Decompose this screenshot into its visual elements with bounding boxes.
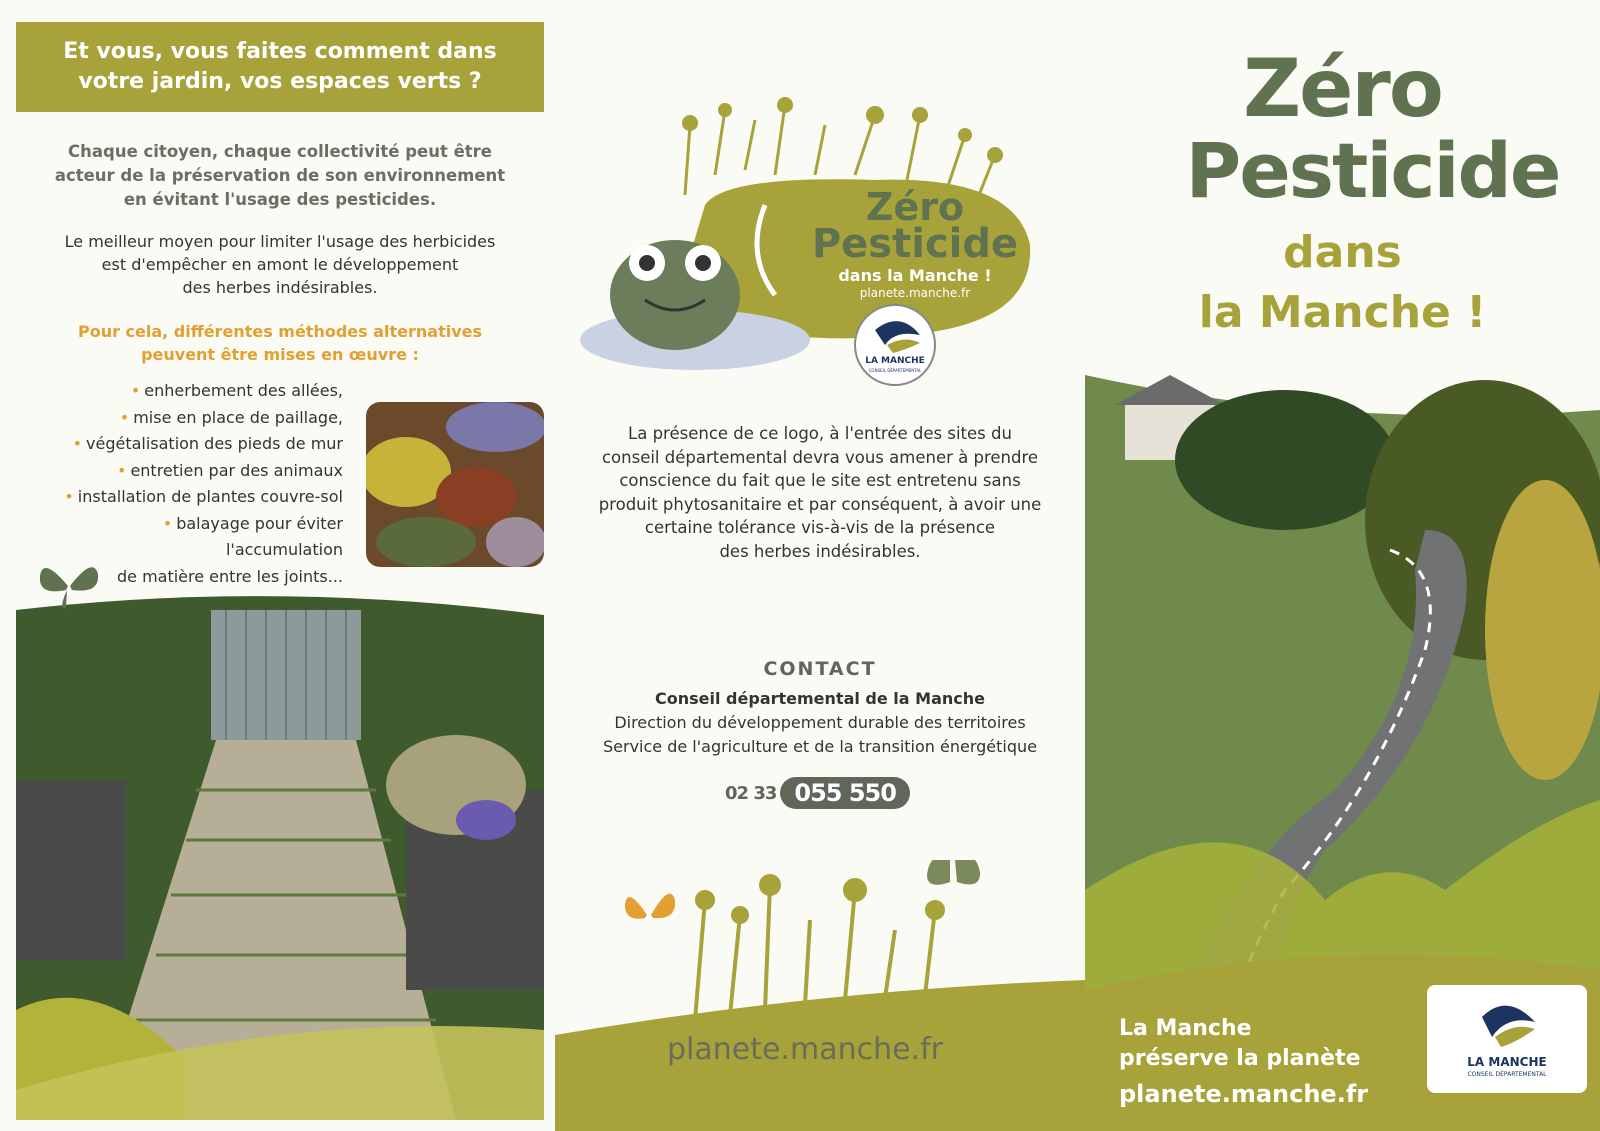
contact-title: CONTACT: [763, 658, 877, 680]
logo-badge-name: LA MANCHE: [865, 356, 925, 366]
contact-organization: Conseil départemental de la Manche: [655, 689, 985, 708]
para-line-1: Le meilleur moyen pour limiter l'usage des herbicides: [64, 232, 496, 251]
list-item: • entretien par des animaux: [117, 460, 343, 480]
left-panel: [0, 0, 555, 1131]
zero-pesticide-logo: [575, 95, 1045, 395]
contact-direction: Direction du développement durable des territoires: [614, 713, 1026, 732]
title-la-manche: la Manche !: [1198, 287, 1487, 338]
logo-zero: Zéro: [865, 185, 965, 229]
tagline-la-manche: La Manche: [1119, 1016, 1252, 1041]
la-manche-logo-mark: [1477, 997, 1537, 1053]
list-item: • mise en place de paillage,: [119, 407, 343, 427]
list-item-continuation: l'accumulation: [225, 540, 343, 559]
tagline-preserve: préserve la planète: [1119, 1046, 1361, 1071]
para-line-2: est d'empêcher en amont le développement: [101, 255, 459, 274]
title-dans: dans: [1283, 227, 1402, 278]
garden-path-photo: [16, 590, 544, 1120]
phone-main: 055 550: [780, 777, 910, 809]
logo-description: [585, 422, 1055, 563]
banner-line-1: Et vous, vous faites comment dans: [63, 39, 497, 64]
list-item-continuation: de matière entre les joints...: [116, 566, 343, 586]
logo-badge-sub: CONSEIL DÉPARTEMENTAL: [868, 368, 922, 373]
butterfly-green-icon: [927, 860, 980, 885]
description-line: produit phytosanitaire et par conséquent, à avoir une: [598, 494, 1042, 514]
list-item: • balayage pour éviter: [162, 513, 343, 533]
methods-title-line-1: Pour cela, différentes méthodes alternatives: [77, 322, 483, 341]
mulch-flowers-photo: [366, 402, 544, 567]
website-link-right[interactable]: planete.manche.fr: [1119, 1080, 1369, 1108]
butterfly-orange-icon: [625, 894, 675, 919]
logo-name: LA MANCHE: [1467, 1055, 1547, 1069]
methods-title: [40, 320, 520, 366]
phone-prefix: 02 33: [725, 782, 777, 804]
logo-url: planete.manche.fr: [859, 286, 971, 300]
intro-line-1: Chaque citoyen, chaque collectivité peut être: [68, 142, 492, 161]
title-zero: Zéro: [1243, 42, 1442, 135]
list-item: • enherbement des allées,: [130, 381, 343, 400]
title-pesticide: Pesticide: [1185, 126, 1560, 215]
list-item: • végétalisation des pieds de mur: [72, 434, 343, 453]
description-line: certaine tolérance vis-à-vis de la présence: [644, 518, 996, 537]
intro-line-3: en évitant l'usage des pesticides.: [123, 190, 437, 209]
logo-dans: dans la Manche !: [838, 266, 992, 285]
description-line: conscience du fait que le site est entretenu sans: [619, 471, 1021, 490]
intro-text: [40, 140, 520, 212]
butterfly-icon: [38, 556, 100, 610]
logo-subtitle: CONSEIL DÉPARTEMENTAL: [1467, 1071, 1547, 1078]
la-manche-logo: [1427, 985, 1587, 1093]
right-panel: [1085, 0, 1600, 1131]
contact-service: Service de l'agriculture et de la transition énergétique: [602, 737, 1037, 756]
description-line: La présence de ce logo, à l'entrée des sites du: [628, 424, 1012, 443]
website-link[interactable]: planete.manche.fr: [666, 1032, 943, 1067]
list-item: • installation de plantes couvre-sol: [64, 487, 343, 506]
banner-line-2: votre jardin, vos espaces verts ?: [78, 69, 482, 94]
banner: [16, 22, 544, 112]
meadow-illustration: [555, 860, 1085, 1131]
intro-line-2: acteur de la préservation de son environnement: [54, 166, 506, 185]
methods-title-line-2: peuvent être mises en œuvre :: [141, 345, 419, 364]
phone-number[interactable]: [725, 775, 910, 811]
logo-pesticide: Pesticide: [811, 221, 1019, 267]
description-line: des herbes indésirables.: [719, 541, 921, 561]
description-line: conseil départemental devra vous amener à prendre: [601, 447, 1039, 467]
middle-panel: [555, 0, 1085, 1131]
herbicide-paragraph: [40, 230, 520, 299]
para-line-3: des herbes indésirables.: [182, 278, 378, 297]
